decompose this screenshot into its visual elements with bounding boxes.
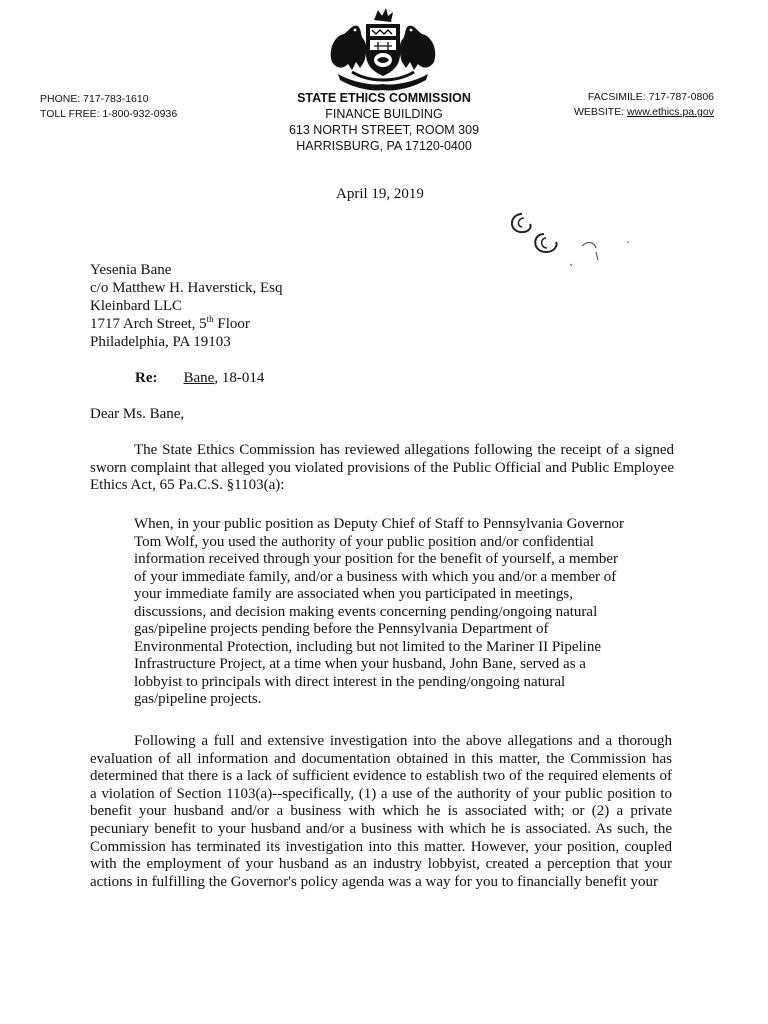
body-paragraph-1: The State Ethics Commission has reviewed allegations following the receipt of a signed sworn complaint that alleged you violated provisions of the Public Official and Public Employee Ethics Act, 65 Pa.C.S. §1103(a): (90, 442, 674, 493)
re-label: Re: (135, 370, 158, 386)
allegation-quote: When, in your public position as Deputy Chief of Staff to Pennsylvania Governor Tom Wolf, you used the authority of your public position and/or confidential information received through your position for the benefit of yourself, a member of your immediate family, and/or a business with which you and/or a member of your immediate family are associated when you participated in meetings, discussions, and decision making events concerning pending/ongoing natural gas/pipeline projects pending before the Pennsylvania Department of Environmental Protection, including but not limited to the Mariner II Pipeline Infrastructure Project, at a time when your husband, John Bane, served as a lobbyist to principals with direct interest in the pending/ongoing natural gas/pipeline projects. (134, 516, 625, 707)
street-suffix: Floor (213, 316, 250, 332)
salutation: Dear Ms. Bane, (90, 406, 185, 422)
recipient-street (90, 315, 282, 333)
recipient-name: Yesenia Bane (90, 262, 172, 278)
pennsylvania-seal-icon (322, 6, 444, 92)
case-number: , 18-014 (214, 370, 265, 386)
city-state-zip: HARRISBURG, PA 17120-0400 (296, 139, 472, 153)
organization-name: STATE ETHICS COMMISSION (297, 91, 471, 105)
website-line (574, 105, 714, 120)
website-link[interactable]: www.ethics.pa.gov (627, 106, 714, 118)
facsimile-number: FACSIMILE: 717-787-0806 (587, 91, 714, 103)
phone-number: PHONE: 717-783-1610 (40, 93, 149, 105)
website-label: WEBSITE: (573, 106, 628, 118)
re-line (135, 370, 264, 387)
recipient-firm: Kleinbard LLC (90, 298, 183, 314)
letter-date: April 19, 2019 (336, 186, 424, 202)
recipient-care-of: c/o Matthew H. Haverstick, Esq (90, 280, 283, 296)
building-name: FINANCE BUILDING (325, 107, 443, 121)
body-paragraph-2: Following a full and extensive investigation into the above allegations and a thorough evaluation of all information and documentation obtained in this matter, the Commission has determined that there is a lack of sufficient evidence to establish two of the required elements of a violation of Section 1103(a)--specifically, (1) a use of the authority of your public position to benefit your husband and/or a business with which he is associated with; or (2) a private pecuniary benefit to your husband and/or a business with which he is associated. As such, the Commission has terminated its investigation into this matter. However, your position, coupled with the employment of your husband as an industry lobbyist, created a perception that your actions in fulfilling the Governor's policy agenda was a way for you to financially benefit your (90, 733, 672, 890)
recipient-city: Philadelphia, PA 19103 (90, 334, 231, 350)
letterhead-contact-right (574, 90, 714, 120)
recipient-address (90, 261, 282, 351)
stamp-mark-icon (500, 200, 640, 280)
street-ordinal: th (206, 314, 214, 324)
case-name: Bane (183, 370, 215, 386)
street-prefix: 1717 Arch Street, 5 (90, 316, 207, 332)
street-address: 613 NORTH STREET, ROOM 309 (288, 123, 480, 137)
toll-free-number: TOLL FREE: 1-800-932-0936 (40, 108, 178, 120)
